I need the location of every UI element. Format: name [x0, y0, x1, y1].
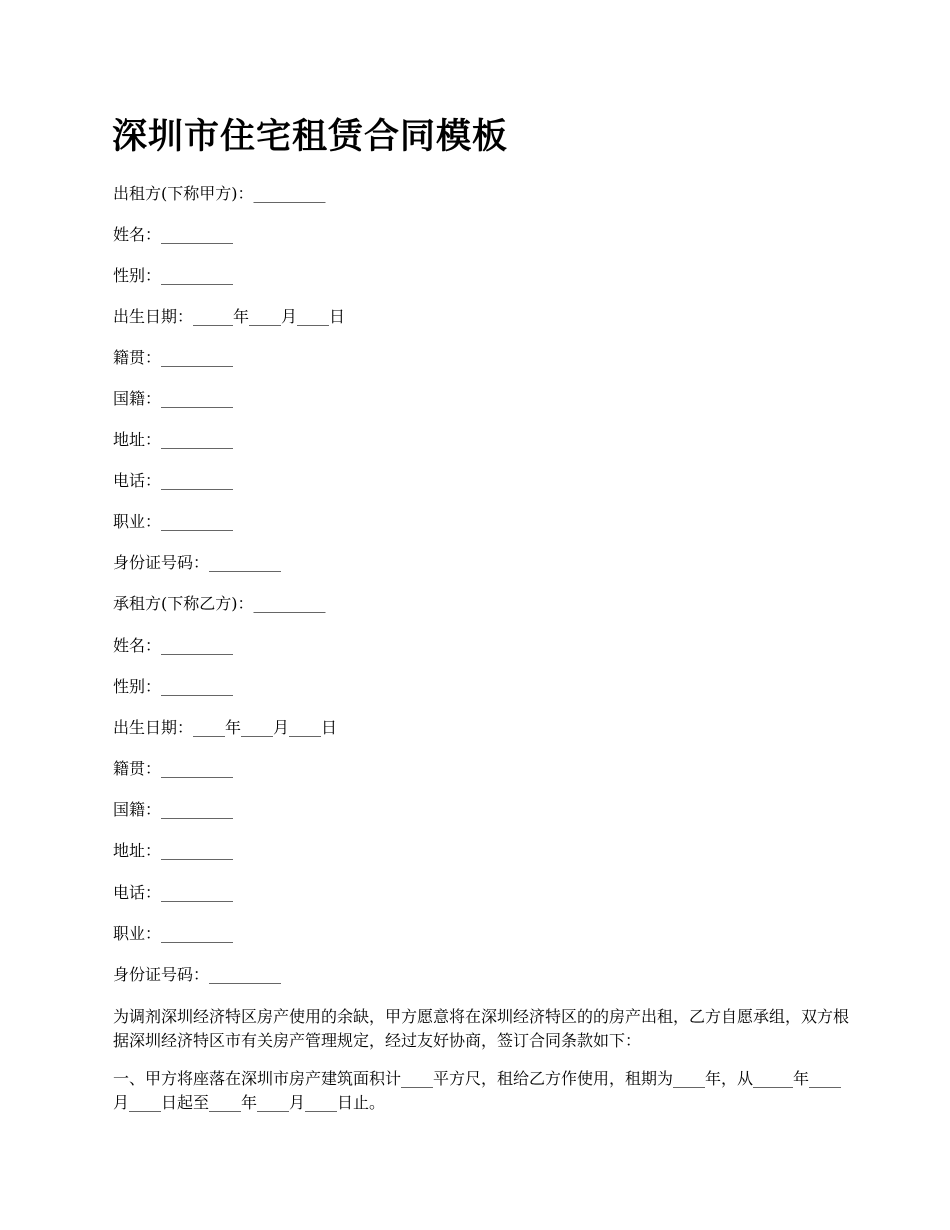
lessor-name-line: 姓名：_________ — [113, 225, 234, 244]
lessor-birthdate-line: 出生日期：_____年____月____日 — [113, 307, 346, 326]
lessor-address-line: 地址：_________ — [113, 430, 234, 449]
lessor-phone-line: 电话：_________ — [113, 471, 234, 490]
lessor-id-number-line: 身份证号码：_________ — [113, 553, 282, 572]
lessee-name-line: 姓名：_________ — [113, 636, 234, 655]
lessee-gender-line: 性别：_________ — [113, 677, 234, 696]
lessor-heading: 出租方(下称甲方)：_________ — [113, 184, 326, 203]
lessor-native-place-line: 籍贯：_________ — [113, 348, 234, 367]
lessee-occupation-line: 职业：_________ — [113, 924, 234, 943]
lessor-occupation-line: 职业：_________ — [113, 512, 234, 531]
lessee-birthdate-line: 出生日期：____年____月____日 — [113, 718, 338, 737]
document-title: 深圳市住宅租赁合同模板 — [112, 117, 509, 157]
preamble-paragraph: 为调剂深圳经济特区房产使用的余缺，甲方愿意将在深圳经济特区的的房产出租，乙方自愿承组，双方根据深圳经济特区市有关房产管理规定，经过友好协商，签订合同条款如下： — [113, 1007, 850, 1050]
lessee-phone-line: 电话：_________ — [113, 883, 234, 902]
lessee-native-place-line: 籍贯：_________ — [113, 759, 234, 778]
lessee-heading: 承租方(下称乙方)：_________ — [113, 594, 326, 613]
lessor-gender-line: 性别：_________ — [113, 266, 234, 285]
lessee-id-number-line: 身份证号码：_________ — [113, 965, 282, 984]
clause-one-paragraph: 一、甲方将座落在深圳市房产建筑面积计____平方尺，租给乙方作使用，租期为____年，从_____年____月____日起至____年____月____日止。 — [113, 1069, 842, 1112]
lessee-address-line: 地址：_________ — [113, 841, 234, 860]
lessee-nationality-line: 国籍：_________ — [113, 800, 234, 819]
lessor-nationality-line: 国籍：_________ — [113, 389, 234, 408]
